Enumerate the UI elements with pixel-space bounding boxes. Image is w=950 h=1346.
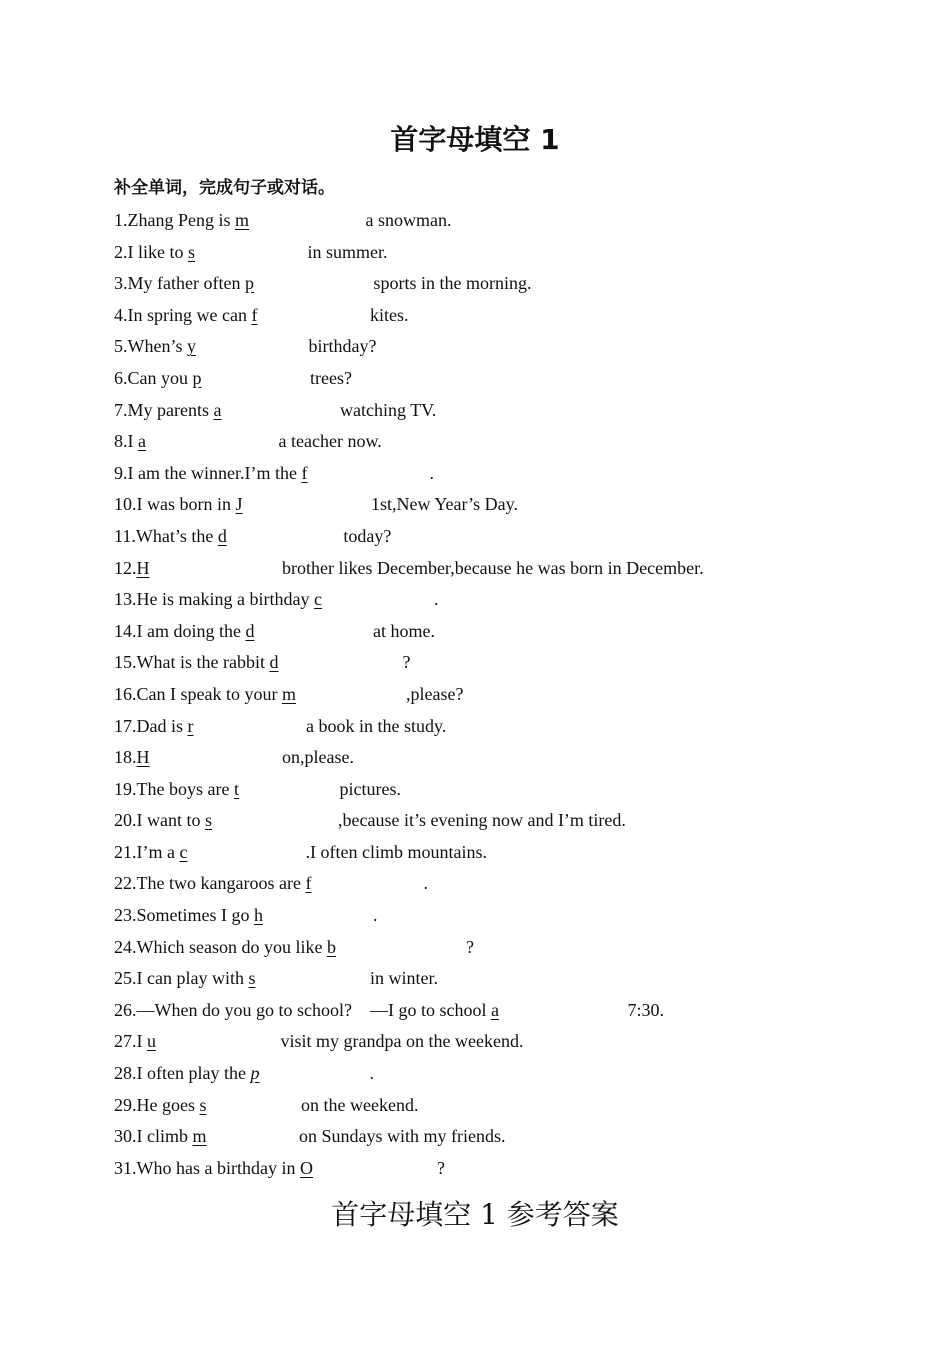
question-number: 2. (114, 241, 128, 262)
blank-first-letter: c (179, 841, 188, 862)
question-text-after: ? (465, 936, 474, 957)
question-number: 10. (114, 494, 137, 515)
question-text-before: Who has a birthday in (136, 1157, 300, 1178)
blank-first-letter: h (254, 905, 263, 926)
question-item (114, 995, 894, 1027)
question-item (114, 395, 894, 427)
fill-blank[interactable] (147, 1031, 276, 1051)
question-item (114, 553, 894, 585)
question-text-before: He is making a birthday (136, 589, 314, 610)
question-item (114, 711, 894, 743)
question-item (114, 805, 894, 837)
question-text-after: on Sundays with my friends. (294, 1126, 506, 1147)
worksheet-title: 首字母填空 1 (390, 123, 560, 156)
question-number: 22. (114, 873, 137, 894)
question-text-before: Sometimes I go (136, 905, 254, 926)
blank-first-letter: r (187, 715, 194, 736)
question-item (114, 900, 894, 932)
question-item (114, 1121, 894, 1153)
question-number: 18. (114, 747, 137, 768)
blank-first-letter: d (245, 620, 255, 641)
instruction-text: 补全单词，完成句子或对话。 (114, 178, 335, 198)
question-text-before: The two kangaroos are (136, 873, 306, 894)
blank-first-letter: a (138, 431, 146, 452)
fill-blank[interactable] (188, 716, 302, 736)
question-text-after: pictures. (334, 778, 401, 799)
question-text-before: Can I speak to your (136, 683, 282, 704)
fill-blank[interactable] (193, 1126, 295, 1146)
question-number: 21. (114, 841, 137, 862)
question-text-before: I often play the (136, 1063, 251, 1084)
fill-blank[interactable] (245, 273, 369, 293)
fill-blank[interactable] (250, 1063, 369, 1083)
question-text-before: My parents (127, 399, 214, 420)
question-number: 20. (114, 810, 137, 831)
question-text-after: .I often climb mountains. (305, 841, 487, 862)
fill-blank[interactable] (301, 463, 429, 483)
fill-blank[interactable] (248, 968, 365, 988)
question-item (114, 268, 894, 300)
blank-first-letter: m (235, 210, 250, 230)
question-number: 17. (114, 715, 137, 736)
question-number: 5. (114, 336, 128, 357)
question-text-before: I want to (136, 810, 205, 831)
question-text-after: at home. (368, 620, 435, 641)
blank-first-letter: H (136, 747, 150, 768)
question-item (114, 1090, 894, 1122)
question-text-after: . (369, 1063, 374, 1084)
question-number: 16. (114, 683, 137, 704)
blank-first-letter: p (250, 1063, 260, 1084)
fill-blank[interactable] (314, 589, 434, 609)
question-text-after: watching TV. (335, 399, 437, 420)
question-text-after: kites. (365, 304, 409, 325)
question-text-after: 7:30. (622, 999, 664, 1020)
question-number: 9. (114, 462, 128, 483)
fill-blank[interactable] (193, 368, 306, 388)
question-text-before: When’s (127, 336, 187, 357)
blank-first-letter: d (269, 652, 279, 673)
question-text-after: on,please. (277, 747, 354, 768)
question-number: 1. (114, 210, 128, 230)
question-item (114, 1153, 894, 1185)
fill-blank[interactable] (245, 621, 368, 641)
question-text-after: ? (402, 652, 411, 673)
blank-first-letter: b (326, 936, 336, 957)
question-text-before: In spring we can (127, 304, 252, 325)
question-item (114, 742, 894, 774)
fill-blank[interactable] (305, 873, 423, 893)
question-text-after: on the weekend. (296, 1094, 419, 1115)
question-text-before: I am doing the (136, 620, 246, 641)
question-item (114, 679, 894, 711)
question-item (114, 363, 894, 395)
question-text-after: a snowman. (361, 210, 452, 230)
question-text-before: Can you (127, 367, 193, 388)
fill-blank[interactable] (213, 400, 335, 420)
blank-first-letter: y (186, 336, 196, 357)
question-item (114, 616, 894, 648)
question-text-after: . (423, 873, 428, 894)
question-text-after: ,because it’s evening now and I’m tired. (338, 810, 626, 831)
blank-first-letter: s (199, 1094, 207, 1115)
question-text-before: Dad is (136, 715, 188, 736)
question-number: 15. (114, 652, 137, 673)
question-text-before: I (127, 431, 138, 452)
question-item (114, 237, 894, 269)
question-number: 11. (114, 525, 136, 546)
question-text-after: 1st,New Year’s Day. (366, 494, 518, 515)
question-item (114, 1058, 894, 1090)
question-item (114, 1026, 894, 1058)
question-text-after: ,please? (405, 683, 464, 704)
question-text-before: What’s the (135, 525, 218, 546)
question-list (114, 205, 894, 1184)
blank-first-letter: J (235, 494, 243, 515)
question-item (114, 837, 894, 869)
blank-first-letter: O (299, 1157, 313, 1178)
fill-blank[interactable] (282, 684, 406, 704)
fill-blank[interactable] (218, 526, 339, 546)
blank-first-letter: f (251, 304, 258, 325)
question-number: 31. (114, 1157, 137, 1178)
question-text-after: brother likes December,because he was born in December. (277, 557, 704, 578)
question-text-after: . (429, 462, 434, 483)
fill-blank[interactable] (205, 810, 338, 830)
blank-first-letter: d (217, 525, 227, 546)
fill-blank[interactable] (137, 558, 278, 578)
fill-blank[interactable] (235, 210, 361, 230)
question-text-before: I (136, 1031, 147, 1052)
question-text-before: My father often (127, 273, 245, 294)
question-number: 8. (114, 431, 128, 452)
blank-first-letter: s (248, 968, 256, 989)
fill-blank[interactable] (234, 779, 335, 799)
question-item (114, 963, 894, 995)
question-item (114, 584, 894, 616)
fill-blank[interactable] (491, 1000, 623, 1020)
blank-first-letter: a (213, 399, 222, 420)
question-text-after: a book in the study. (301, 715, 447, 736)
blank-first-letter: u (147, 1031, 156, 1052)
question-number: 30. (114, 1126, 137, 1147)
question-number: 26. (114, 999, 137, 1020)
blank-first-letter: s (188, 241, 196, 262)
fill-blank[interactable] (188, 242, 303, 262)
fill-blank[interactable] (269, 652, 402, 672)
blank-first-letter: t (233, 778, 239, 799)
fill-blank[interactable] (187, 336, 304, 356)
blank-first-letter: p (192, 367, 202, 388)
question-text-after: in summer. (303, 241, 388, 262)
answer-key-title: 首字母填空 1 参考答案 (331, 1198, 619, 1231)
question-number: 12. (114, 557, 137, 578)
question-text-after: visit my grandpa on the weekend. (276, 1031, 524, 1052)
question-text-before: Zhang Peng is (127, 210, 235, 230)
question-text-after: ? (436, 1157, 445, 1178)
question-text-before: The boys are (136, 778, 234, 799)
question-item (114, 774, 894, 806)
question-number: 4. (114, 304, 128, 325)
question-number: 3. (114, 273, 128, 294)
blank-first-letter: a (490, 999, 499, 1020)
question-number: 27. (114, 1031, 137, 1052)
blank-first-letter: c (313, 589, 322, 610)
question-text-before: He goes (136, 1094, 200, 1115)
question-item (114, 521, 894, 553)
question-number: 6. (114, 367, 128, 388)
question-text-before: I climb (136, 1126, 193, 1147)
question-number: 25. (114, 968, 137, 989)
blank-first-letter: H (136, 557, 150, 578)
question-text-before: I can play with (136, 968, 249, 989)
question-text-after: birthday? (303, 336, 377, 357)
question-item (114, 868, 894, 900)
question-text-before: What is the rabbit (136, 652, 270, 673)
question-text-before: I am the winner.I’m the (127, 462, 302, 483)
question-item (114, 647, 894, 679)
fill-blank[interactable] (254, 905, 373, 925)
fill-blank[interactable] (235, 494, 366, 514)
question-number: 14. (114, 620, 137, 641)
question-text-before: I was born in (136, 494, 236, 515)
question-text-after: . (373, 905, 378, 926)
fill-blank[interactable] (137, 747, 278, 767)
question-item (114, 932, 894, 964)
question-text-after: today? (338, 525, 392, 546)
question-text-after: a teacher now. (274, 431, 382, 452)
blank-first-letter: f (305, 873, 312, 894)
question-text-before: I’m a (136, 841, 180, 862)
blank-first-letter: s (204, 810, 212, 831)
question-text-after: trees? (305, 367, 352, 388)
question-item (114, 426, 894, 458)
question-number: 24. (114, 936, 137, 957)
fill-blank[interactable] (251, 305, 365, 325)
question-text-before: Which season do you like (136, 936, 327, 957)
question-text-after: . (433, 589, 439, 610)
question-item (114, 458, 894, 490)
question-number: 23. (114, 905, 137, 926)
question-text-before: I like to (127, 241, 188, 262)
blank-first-letter: m (192, 1126, 207, 1147)
question-number: 19. (114, 778, 137, 799)
question-item (114, 205, 894, 237)
fill-blank[interactable] (179, 842, 305, 862)
question-item (114, 489, 894, 521)
blank-first-letter: f (301, 462, 308, 483)
question-item (114, 331, 894, 363)
fill-blank[interactable] (300, 1158, 437, 1178)
blank-first-letter: m (281, 683, 296, 704)
question-number: 13. (114, 589, 137, 610)
question-item (114, 300, 894, 332)
fill-blank[interactable] (138, 431, 274, 451)
question-text-before: —When do you go to school? —I go to school (136, 999, 491, 1020)
fill-blank[interactable] (327, 937, 466, 957)
question-number: 7. (114, 399, 128, 420)
question-text-after: in winter. (365, 968, 438, 989)
question-text-after: sports in the morning. (368, 273, 532, 294)
fill-blank[interactable] (199, 1095, 296, 1115)
question-number: 29. (114, 1094, 137, 1115)
question-number: 28. (114, 1063, 137, 1084)
blank-first-letter: p (244, 273, 254, 294)
